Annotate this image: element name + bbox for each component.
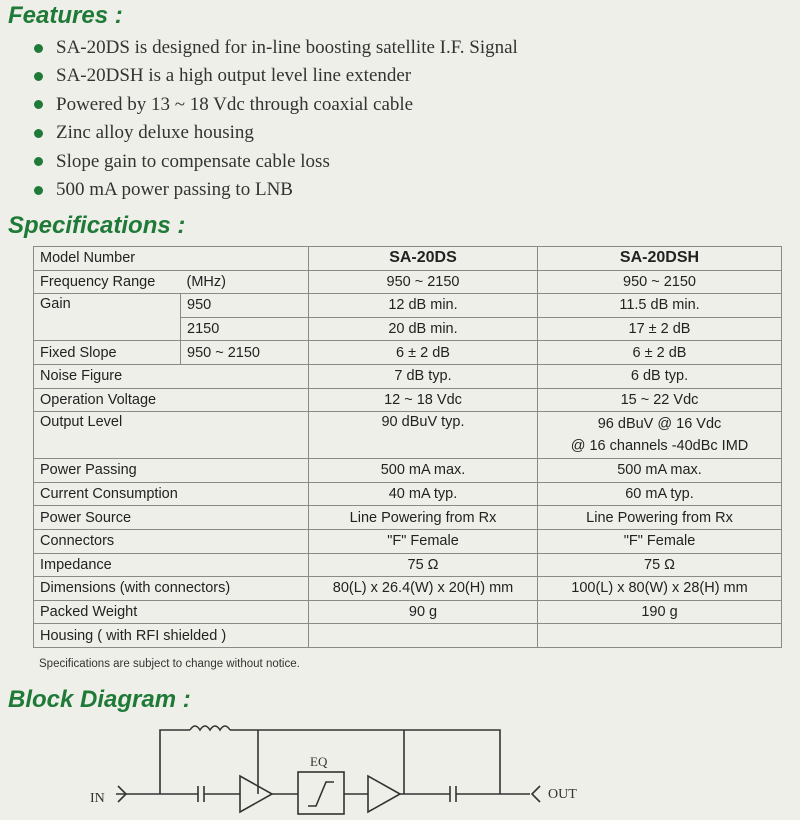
table-row xyxy=(34,600,782,624)
cell-a: 6 ± 2 dB xyxy=(309,341,538,365)
cell-b: 6 ± 2 dB xyxy=(538,341,782,365)
row-label: Current Consumption xyxy=(34,482,309,506)
features-list xyxy=(34,34,518,204)
feature-item xyxy=(34,119,518,147)
row-label: Packed Weight xyxy=(34,600,309,624)
cell-b: 11.5 dB min. xyxy=(538,294,782,318)
cell-a: Line Powering from Rx xyxy=(309,506,538,530)
cell-a xyxy=(309,624,538,648)
cell-b: 500 mA max. xyxy=(538,459,782,483)
output-connector-icon xyxy=(532,786,540,802)
cell-b: 15 ~ 22 Vdc xyxy=(538,388,782,412)
feature-text: Powered by 13 ~ 18 Vdc through coaxial cable xyxy=(56,93,414,115)
cell-a: 950 ~ 2150 xyxy=(309,270,538,294)
table-row xyxy=(34,529,782,553)
amplifier-icon xyxy=(368,776,400,812)
row-label: Gain xyxy=(34,294,181,341)
eq-label: EQ xyxy=(310,754,328,769)
cell-b: 6 dB typ. xyxy=(538,364,782,388)
table-row xyxy=(34,506,782,530)
model-number-label: Model Number xyxy=(34,247,309,271)
block-diagram-heading: Block Diagram : xyxy=(8,686,191,713)
cell-b-line1: 96 dBuV @ 16 Vdc xyxy=(597,416,722,433)
table-row xyxy=(34,624,782,648)
bullet-icon xyxy=(34,100,43,109)
bypass-line xyxy=(230,730,500,794)
row-unit: 950 xyxy=(181,294,309,318)
feature-item xyxy=(34,62,518,90)
specifications-heading: Specifications : xyxy=(8,212,186,239)
cell-b xyxy=(538,624,782,648)
features-heading: Features : xyxy=(8,2,123,29)
cell-b: 17 ± 2 dB xyxy=(538,317,782,341)
cell-a: "F" Female xyxy=(309,529,538,553)
block-diagram xyxy=(0,716,800,820)
cell-b: Line Powering from Rx xyxy=(538,506,782,530)
cell-a: 12 dB min. xyxy=(309,294,538,318)
feature-item xyxy=(34,176,518,204)
row-label: Output Level xyxy=(34,412,309,459)
cell-a: 40 mA typ. xyxy=(309,482,538,506)
cell-b: 190 g xyxy=(538,600,782,624)
table-row xyxy=(34,412,782,459)
cell-b: 60 mA typ. xyxy=(538,482,782,506)
capacitor-icon xyxy=(450,786,456,802)
cell-a: 500 mA max. xyxy=(309,459,538,483)
out-label: OUT xyxy=(548,787,577,802)
disclaimer-note: Specifications are subject to change without notice. xyxy=(39,658,300,670)
table-row xyxy=(34,270,782,294)
cell-a: 20 dB min. xyxy=(309,317,538,341)
row-label: Dimensions (with connectors) xyxy=(34,577,309,601)
bypass-line xyxy=(160,730,190,794)
row-label: Impedance xyxy=(34,553,309,577)
specifications-table xyxy=(33,246,782,648)
table-row xyxy=(34,388,782,412)
in-label: IN xyxy=(90,791,105,806)
feature-text: Slope gain to compensate cable loss xyxy=(56,150,330,172)
row-unit: 2150 xyxy=(181,317,309,341)
feature-item xyxy=(34,148,518,176)
cell-b-line2: @ 16 channels -40dBc IMD xyxy=(570,438,749,455)
slope-icon xyxy=(308,782,334,806)
cell-a: 12 ~ 18 Vdc xyxy=(309,388,538,412)
inductor-icon xyxy=(190,726,230,730)
table-row xyxy=(34,577,782,601)
table-row xyxy=(34,294,782,318)
bullet-icon xyxy=(34,186,43,195)
row-label: Power Source xyxy=(34,506,309,530)
table-row xyxy=(34,459,782,483)
feature-text: SA-20DSH is a high output level line extender xyxy=(56,65,412,87)
bullet-icon xyxy=(34,157,43,166)
model-b-header: SA-20DSH xyxy=(538,247,782,271)
bullet-icon xyxy=(34,72,43,81)
model-a-header: SA-20DS xyxy=(309,247,538,271)
feature-text: Zinc alloy deluxe housing xyxy=(56,122,254,144)
row-unit: (MHz) xyxy=(181,270,309,294)
cell-b: 100(L) x 80(W) x 28(H) mm xyxy=(538,577,782,601)
feature-text: 500 mA power passing to LNB xyxy=(56,178,293,200)
cell-b xyxy=(538,412,782,459)
table-header-row xyxy=(34,247,782,271)
cell-a: 90 dBuV typ. xyxy=(309,412,538,459)
table-row xyxy=(34,553,782,577)
row-label: Operation Voltage xyxy=(34,388,309,412)
cell-a: 80(L) x 26.4(W) x 20(H) mm xyxy=(309,577,538,601)
row-label: Noise Figure xyxy=(34,364,309,388)
table-row xyxy=(34,341,782,365)
cell-a: 90 g xyxy=(309,600,538,624)
amplifier-icon xyxy=(240,776,272,812)
row-label: Connectors xyxy=(34,529,309,553)
table-row xyxy=(34,482,782,506)
feature-text: SA-20DS is designed for in-line boosting satellite I.F. Signal xyxy=(56,37,518,58)
feature-item xyxy=(34,91,518,119)
row-label: Power Passing xyxy=(34,459,309,483)
cell-b: 75 Ω xyxy=(538,553,782,577)
cell-b: "F" Female xyxy=(538,529,782,553)
cell-a: 7 dB typ. xyxy=(309,364,538,388)
row-unit: 950 ~ 2150 xyxy=(181,341,309,365)
bullet-icon xyxy=(34,129,43,138)
row-label: Housing ( with RFI shielded ) xyxy=(34,624,309,648)
row-label: Fixed Slope xyxy=(34,341,181,365)
capacitor-icon xyxy=(198,786,204,802)
feature-item xyxy=(34,34,518,62)
row-label: Frequency Range xyxy=(34,270,181,294)
cell-a: 75 Ω xyxy=(309,553,538,577)
cell-b: 950 ~ 2150 xyxy=(538,270,782,294)
table-row xyxy=(34,364,782,388)
bullet-icon xyxy=(34,44,43,53)
